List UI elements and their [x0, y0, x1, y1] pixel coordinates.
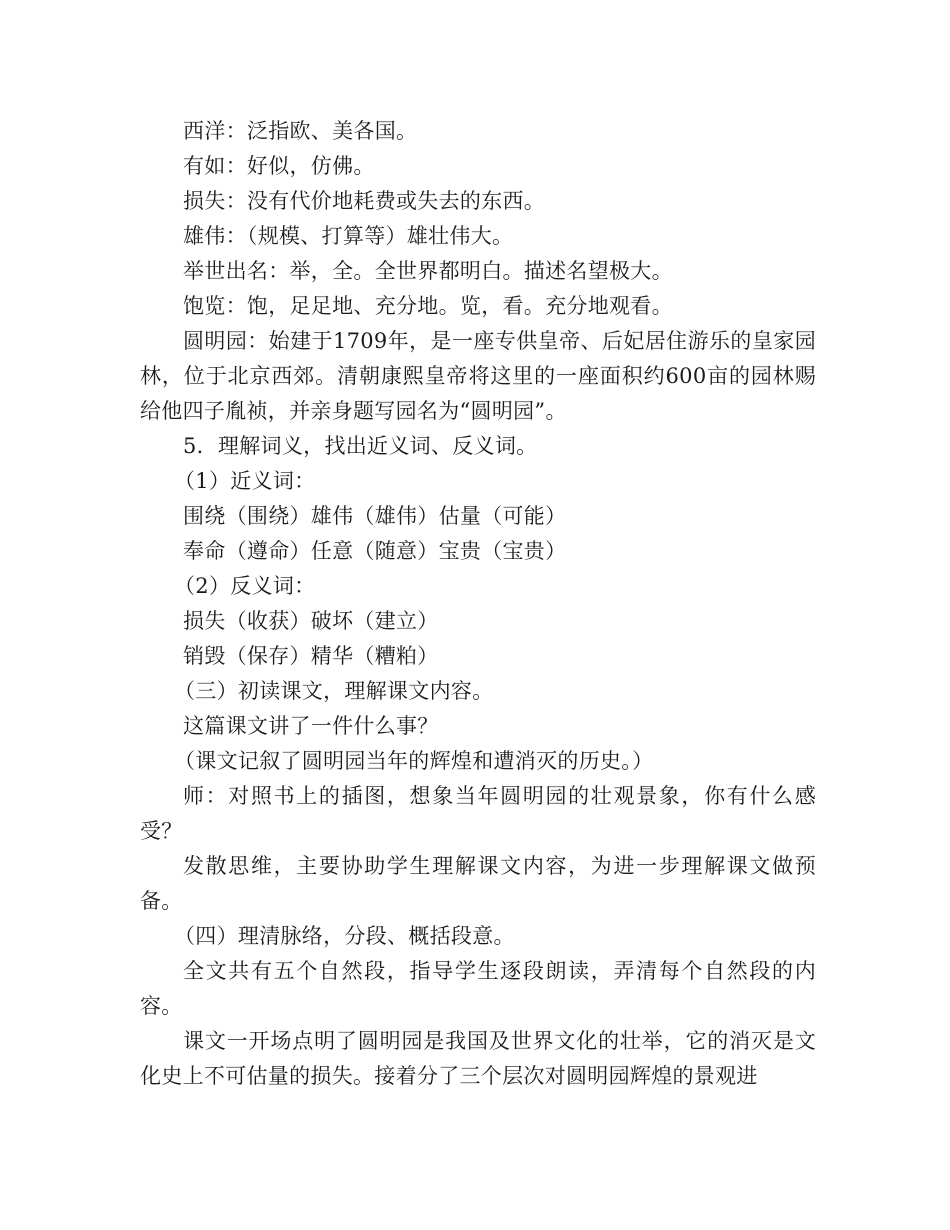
antonyms-line: 损失（收获）破坏（建立） — [183, 609, 439, 633]
section-4-heading: （四）理清脉络，分段、概括段意。 — [174, 924, 515, 948]
reading-instruction: 全文共有五个自然段，指导学生逐段朗读，弄清每个自然段的内容。 — [140, 959, 816, 1018]
question: 这篇课文讲了一件什么事？ — [183, 714, 439, 738]
step-5-heading: 5．理解词义，找出近义词、反义词。 — [183, 434, 538, 458]
definition-jushichuming: 举世出名：举，全。全世界都明白。描述名望极大。 — [183, 259, 673, 283]
teacher-prompt: 师：对照书上的插图，想象当年圆明园的壮观景象，你有什么感受？ — [140, 784, 816, 843]
teaching-note: 发散思维，主要协助学生理解课文内容，为进一步理解课文做预备。 — [140, 854, 816, 913]
synonyms-heading: （1）近义词： — [174, 469, 316, 493]
definition-xiongwei: 雄伟：（规模、打算等）雄壮伟大。 — [183, 224, 514, 248]
text-analysis: 课文一开场点明了圆明园是我国及世界文化的壮举，它的消灭是文化史上不可估量的损失。接着分了三个层次对圆明园辉煌的景观进 — [140, 1029, 816, 1088]
synonyms-line: 奉命（遵命）任意（随意）宝贵（宝贵） — [183, 539, 567, 563]
document-body — [140, 114, 816, 1094]
antonyms-line: 销毁（保存）精华（糟粕） — [183, 644, 439, 668]
antonyms-heading: （2）反义词： — [174, 574, 316, 598]
synonyms-line: 围绕（围绕）雄伟（雄伟）估量（可能） — [183, 504, 567, 528]
definition-yuanmingyuan: 圆明园：始建于1709年，是一座专供皇帝、后妃居住游乐的皇家园林，位于北京西郊。清朝康熙皇帝将这里的一座面积约600亩的园林赐给他四子胤祯，并亲身题写园名为“圆明园”。 — [140, 329, 816, 423]
definition-youru: 有如：好似，仿佛。 — [183, 154, 375, 178]
definition-xiyang: 西洋：泛指欧、美各国。 — [183, 119, 418, 143]
definition-baolan: 饱览：饱，足足地、充分地。览，看。充分地观看。 — [183, 294, 673, 318]
section-3-heading: （三）初读课文，理解课文内容。 — [174, 679, 494, 703]
definition-sunshi: 损失：没有代价地耗费或失去的东西。 — [183, 189, 546, 213]
answer: （课文记叙了圆明园当年的辉煌和遭消灭的历史。） — [174, 749, 654, 773]
